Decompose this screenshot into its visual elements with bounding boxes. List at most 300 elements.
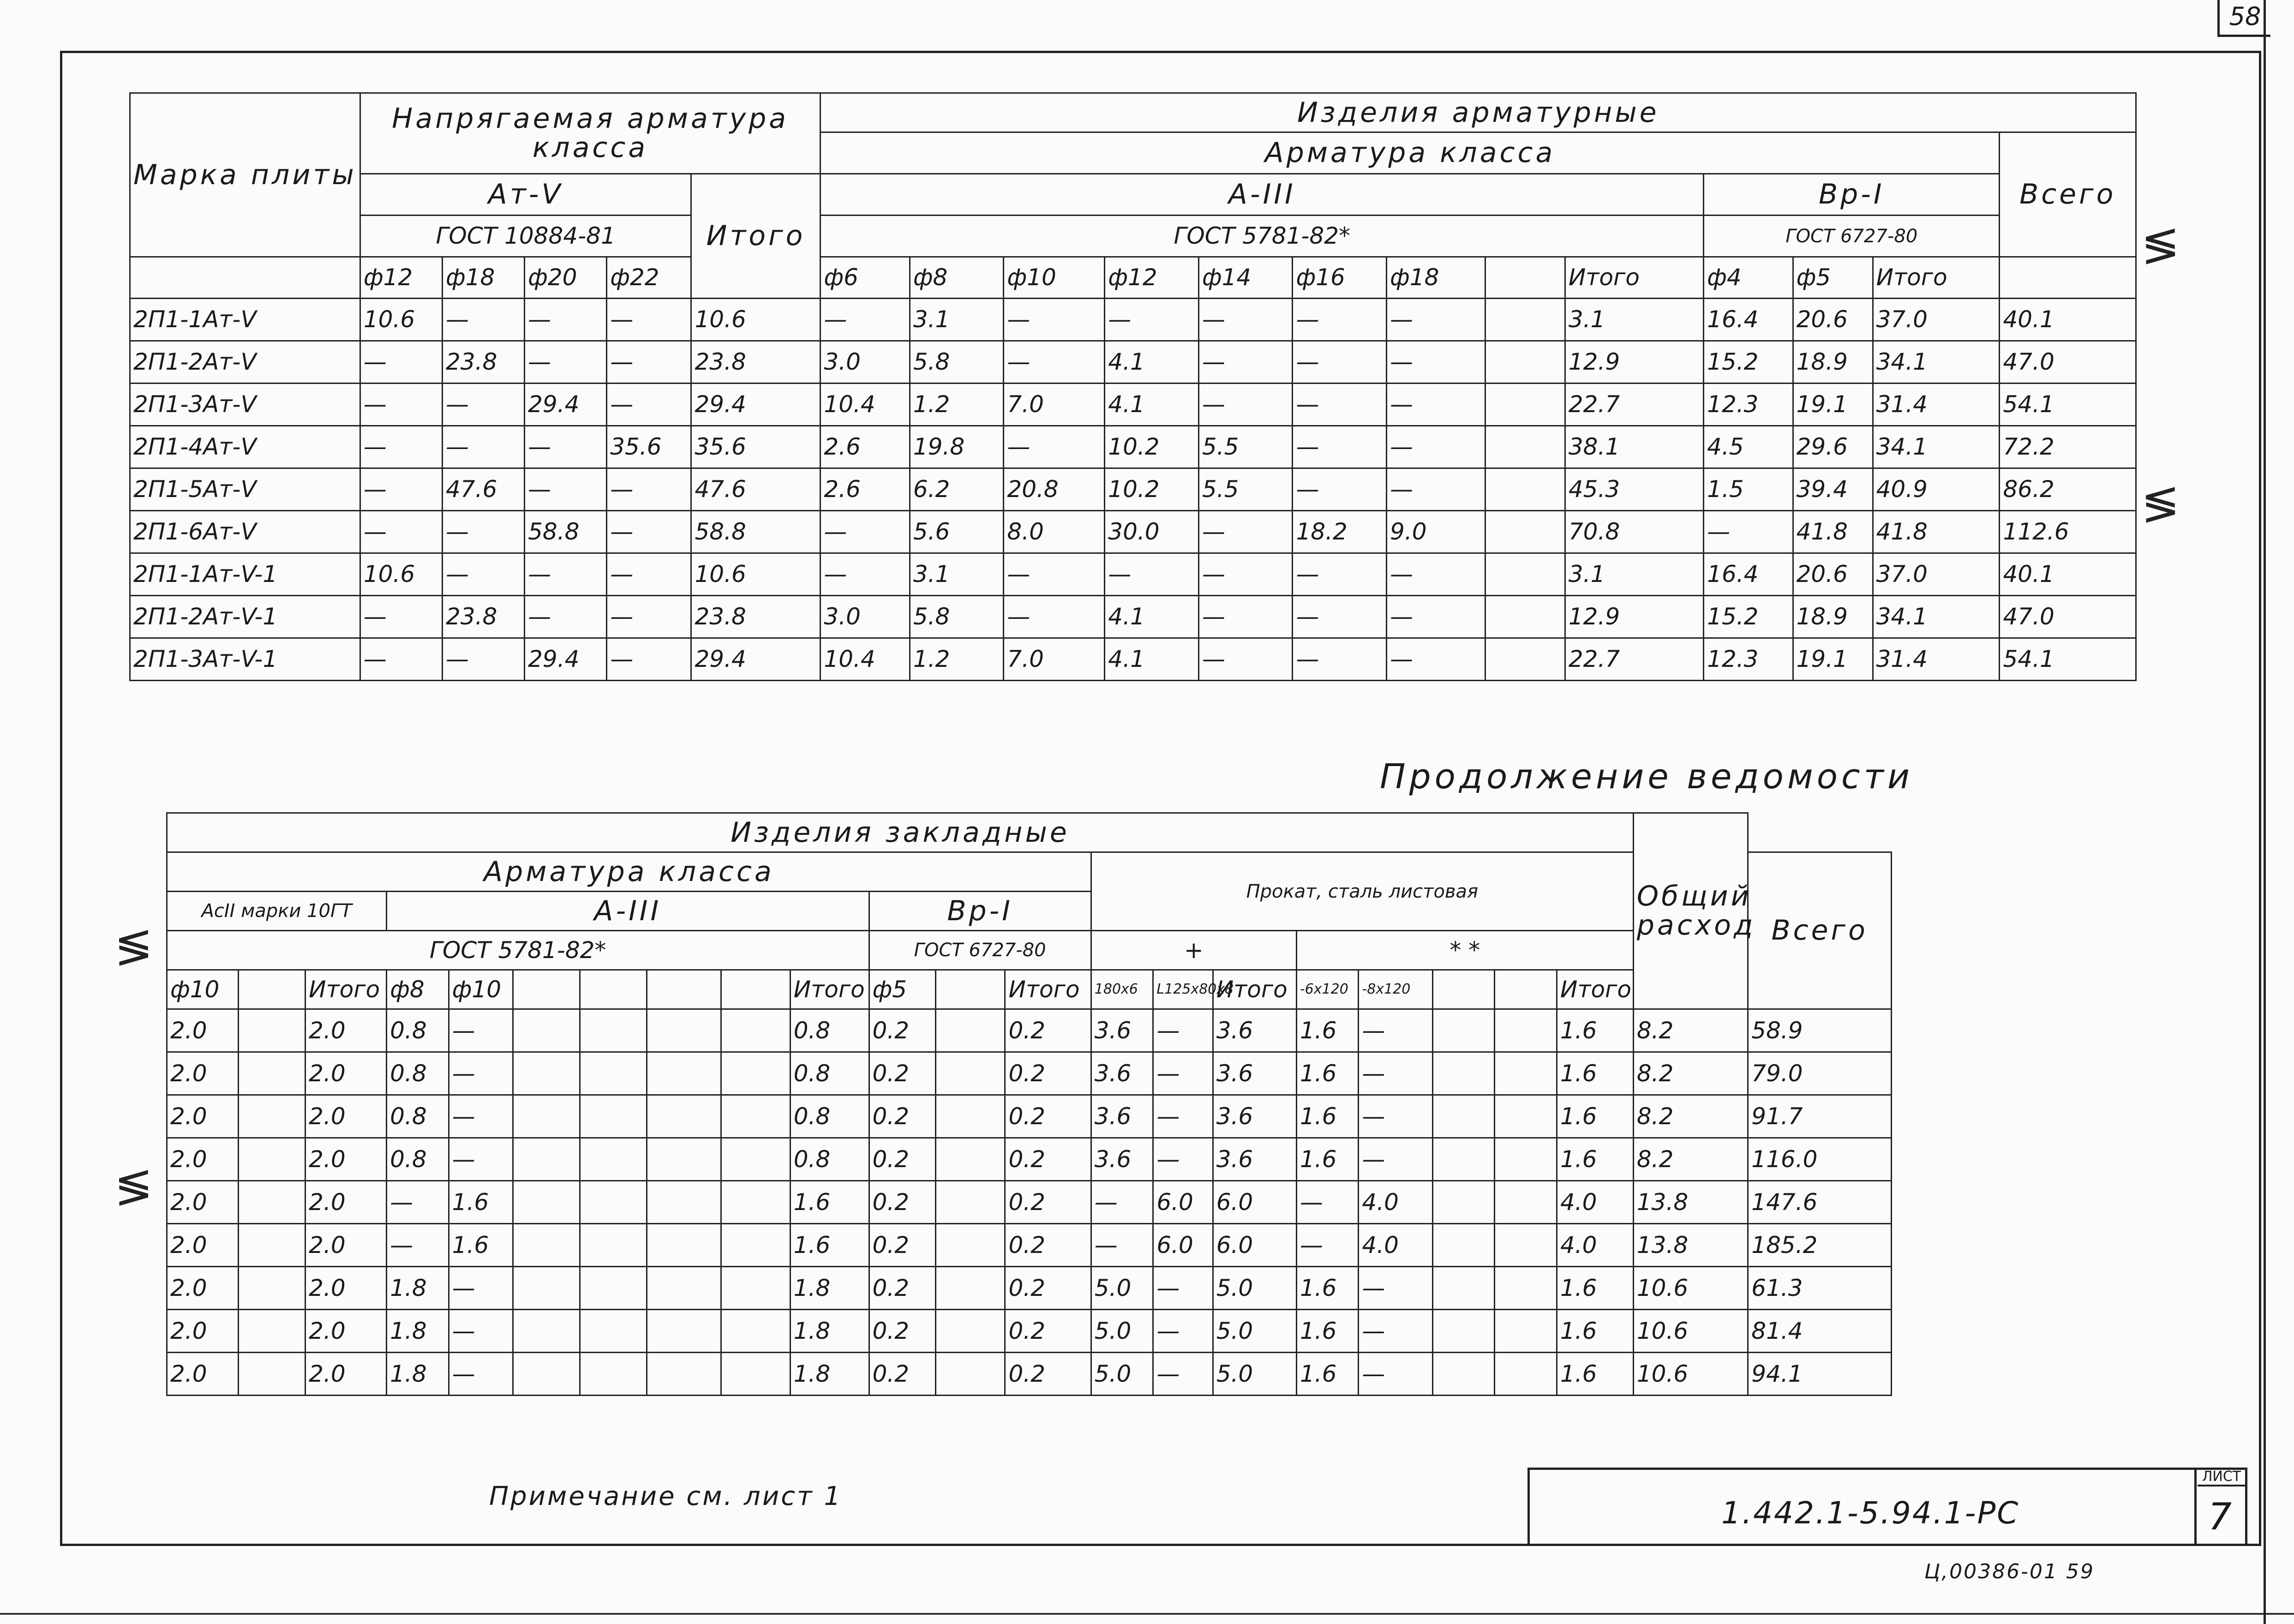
header-armatura-class-2: Арматура класса [167, 852, 1091, 892]
table-cell: 1.8 [387, 1353, 449, 1396]
col-header [580, 970, 647, 1009]
table-cell [239, 1009, 305, 1052]
table-cell [647, 1052, 721, 1095]
table-cell [721, 1224, 790, 1267]
table-cell: 2П1-3Ат-V [130, 384, 360, 426]
header-a3-2: А-III [387, 892, 869, 931]
table-cell: — [1387, 341, 1485, 384]
table-cell: 6.0 [1153, 1224, 1213, 1267]
bottom-edge-line [0, 1613, 2294, 1615]
table-cell [1495, 1138, 1557, 1181]
table-cell: — [1004, 596, 1105, 638]
table-row [167, 1310, 1892, 1353]
table-cell: 3.6 [1091, 1138, 1153, 1181]
table-cell [1495, 1009, 1557, 1052]
table-cell [1432, 1353, 1495, 1396]
table-cell: — [387, 1224, 449, 1267]
table-cell: 72.2 [2000, 426, 2136, 468]
table-row [130, 511, 2136, 553]
table-cell: 0.8 [790, 1138, 869, 1181]
table-cell: — [1293, 553, 1387, 596]
table-cell: — [1387, 299, 1485, 341]
table-cell: 9.0 [1387, 511, 1485, 553]
table-cell: 0.2 [869, 1181, 936, 1224]
table-cell: 34.1 [1873, 596, 2000, 638]
table-cell: 4.0 [1359, 1224, 1432, 1267]
table-cell: 0.2 [869, 1353, 936, 1396]
table-cell: 12.9 [1565, 596, 1703, 638]
table-cell: 5.5 [1198, 426, 1293, 468]
table-cell: 18.9 [1793, 596, 1873, 638]
col-header: ф14 [1198, 257, 1293, 299]
table-cell: 61.3 [1748, 1267, 1892, 1310]
archive-stamp: Ц,00386-01 59 [1924, 1560, 2095, 1583]
table-cell: — [525, 299, 607, 341]
table-cell: — [607, 553, 691, 596]
table-cell: — [821, 511, 910, 553]
table-cell: 13.8 [1633, 1181, 1748, 1224]
table-cell: 1.6 [1296, 1310, 1359, 1353]
table-cell: 22.7 [1565, 384, 1703, 426]
table1-body [130, 93, 2136, 681]
col-header: ф22 [607, 257, 691, 299]
table-cell: 2.0 [167, 1095, 239, 1138]
table-cell: 37.0 [1873, 299, 2000, 341]
table-cell: — [1153, 1267, 1213, 1310]
table-cell: 5.0 [1213, 1353, 1296, 1396]
table-cell [1485, 341, 1565, 384]
table-cell [721, 1310, 790, 1353]
table-cell [513, 1095, 580, 1138]
table-cell: 4.5 [1704, 426, 1793, 468]
col-header [936, 970, 1005, 1009]
table-cell: 79.0 [1748, 1052, 1892, 1095]
table-cell [936, 1052, 1005, 1095]
table-cell: 0.2 [869, 1052, 936, 1095]
table-cell [580, 1138, 647, 1181]
table-cell: 2.0 [167, 1138, 239, 1181]
table-cell: 5.8 [910, 596, 1004, 638]
table-cell: 8.2 [1633, 1009, 1748, 1052]
table-cell: 40.9 [1873, 468, 2000, 511]
table-cell: 81.4 [1748, 1310, 1892, 1353]
table-cell [580, 1353, 647, 1396]
table-cell [647, 1009, 721, 1052]
table-cell: 10.6 [360, 299, 442, 341]
table-cell [1432, 1267, 1495, 1310]
table-cell: 1.6 [1557, 1310, 1633, 1353]
table-cell: 5.8 [910, 341, 1004, 384]
header-products: Изделия арматурные [821, 93, 2136, 132]
table-cell: — [1198, 596, 1293, 638]
table-cell: 1.6 [1296, 1353, 1359, 1396]
table-cell: 16.4 [1704, 553, 1793, 596]
table-cell: 23.8 [691, 596, 821, 638]
table-cell [936, 1224, 1005, 1267]
table-cell [1432, 1095, 1495, 1138]
table-cell: 40.1 [2000, 299, 2136, 341]
table-cell: 10.4 [821, 638, 910, 681]
table-cell [513, 1009, 580, 1052]
table-cell: 12.9 [1565, 341, 1703, 384]
table-cell: — [1153, 1052, 1213, 1095]
table-cell [721, 1353, 790, 1396]
table-cell: — [1091, 1181, 1153, 1224]
brace-mark: ≶ [2141, 217, 2180, 271]
table-cell [1485, 384, 1565, 426]
table-cell [1485, 426, 1565, 468]
table-row [130, 596, 2136, 638]
table-cell: 2П1-2Ат-V-1 [130, 596, 360, 638]
table-cell: — [1387, 638, 1485, 681]
table-cell: 34.1 [1873, 341, 2000, 384]
header-gost2: ГОСТ 5781-82* [821, 216, 1704, 257]
table-cell: — [1091, 1224, 1153, 1267]
table-cell: 0.8 [790, 1095, 869, 1138]
col-header: ф18 [1387, 257, 1485, 299]
table-cell: 29.4 [525, 384, 607, 426]
col-header: ф5 [869, 970, 936, 1009]
table-cell: 4.1 [1105, 384, 1199, 426]
table-cell: 1.6 [1557, 1052, 1633, 1095]
table-cell: 29.4 [691, 638, 821, 681]
table-cell [239, 1353, 305, 1396]
table-cell: 1.6 [1296, 1095, 1359, 1138]
table-cell [721, 1095, 790, 1138]
table-cell: 10.6 [691, 553, 821, 596]
header-blank [130, 257, 360, 299]
table-cell: 37.0 [1873, 553, 2000, 596]
table-cell: 5.0 [1213, 1310, 1296, 1353]
header-gost1: ГОСТ 10884-81 [360, 216, 691, 257]
table-cell: 16.4 [1704, 299, 1793, 341]
table-row [167, 1181, 1892, 1224]
table-cell: 5.0 [1213, 1267, 1296, 1310]
col-header: ф18 [442, 257, 524, 299]
table-cell [239, 1095, 305, 1138]
table-cell: 10.2 [1105, 468, 1199, 511]
table-cell: — [1359, 1052, 1432, 1095]
table-cell: — [821, 553, 910, 596]
header-itogo: Итого [691, 174, 821, 299]
table-row [167, 1052, 1892, 1095]
table-cell: — [449, 1353, 513, 1396]
table-cell [239, 1310, 305, 1353]
table-cell: 3.1 [1565, 553, 1703, 596]
table-cell: — [1293, 384, 1387, 426]
table-cell [513, 1353, 580, 1396]
table-cell: 1.6 [1557, 1009, 1633, 1052]
col-header: L125х80х8 [1153, 970, 1213, 1009]
table-cell: 0.2 [1005, 1138, 1091, 1181]
table-cell: 2.6 [821, 426, 910, 468]
table-row [130, 638, 2136, 681]
table-cell: — [1296, 1181, 1359, 1224]
table-cell [580, 1310, 647, 1353]
table-cell: 3.6 [1213, 1009, 1296, 1052]
table-cell: — [1387, 596, 1485, 638]
col-header: ф12 [1105, 257, 1199, 299]
table-cell: — [1153, 1310, 1213, 1353]
table-cell: 1.6 [1296, 1267, 1359, 1310]
table-cell: 18.2 [1293, 511, 1387, 553]
table-cell: — [525, 341, 607, 384]
table-cell: — [1198, 553, 1293, 596]
header-armatura-class: Арматура класса [821, 132, 2000, 174]
table-cell [1485, 553, 1565, 596]
table-cell [721, 1267, 790, 1310]
header-at5: Ат-V [360, 174, 691, 216]
table-cell: 15.2 [1704, 596, 1793, 638]
table-cell [936, 1310, 1005, 1353]
table-cell: 5.0 [1091, 1353, 1153, 1396]
table-cell: 12.3 [1704, 384, 1793, 426]
header-stars: * * [1296, 931, 1633, 970]
table-cell: 86.2 [2000, 468, 2136, 511]
table-cell: 58.8 [525, 511, 607, 553]
table-cell: 1.6 [1557, 1353, 1633, 1396]
rebar-products-table [129, 92, 2137, 681]
table-cell [1495, 1353, 1557, 1396]
table-cell: 0.2 [1005, 1224, 1091, 1267]
table-cell: 3.1 [910, 553, 1004, 596]
table-cell: 2.0 [305, 1181, 387, 1224]
table-cell: 2П1-6Ат-V [130, 511, 360, 553]
sheet-label: ЛИСТ [2198, 1468, 2246, 1486]
table-cell [1495, 1224, 1557, 1267]
col-header: ф5 [1793, 257, 1873, 299]
table-row [130, 426, 2136, 468]
sheet-corner-number: 58 [2217, 0, 2270, 37]
table-cell: 3.6 [1213, 1138, 1296, 1181]
table-cell: 0.2 [869, 1267, 936, 1310]
table-cell: — [449, 1138, 513, 1181]
table-cell: 54.1 [2000, 384, 2136, 426]
table-cell [1432, 1052, 1495, 1095]
table-cell: 0.2 [1005, 1095, 1091, 1138]
table-cell: — [1293, 299, 1387, 341]
table-cell: — [1198, 384, 1293, 426]
table-cell [513, 1181, 580, 1224]
embedded-products-table [166, 812, 1892, 1396]
table-cell: 4.0 [1557, 1181, 1633, 1224]
table-cell: 2.0 [167, 1267, 239, 1310]
table-cell: 45.3 [1565, 468, 1703, 511]
table-cell: — [607, 341, 691, 384]
table-cell: 1.6 [1557, 1138, 1633, 1181]
header-products-2: Изделия закладные [167, 813, 1634, 852]
table-cell: — [1004, 553, 1105, 596]
table-cell: 0.2 [869, 1310, 936, 1353]
table-cell: 1.2 [910, 638, 1004, 681]
table-cell: 2.0 [305, 1353, 387, 1396]
table-cell: 18.9 [1793, 341, 1873, 384]
table-cell [647, 1267, 721, 1310]
table2-body [167, 813, 1892, 1396]
table-cell: 1.6 [1296, 1052, 1359, 1095]
table-cell: 1.8 [790, 1353, 869, 1396]
table-cell: 2.0 [305, 1009, 387, 1052]
col-header [1495, 970, 1557, 1009]
table-cell: 58.9 [1748, 1009, 1892, 1052]
table1-column-row [130, 257, 2136, 299]
table-cell: 10.6 [1633, 1267, 1748, 1310]
table-cell: 2.0 [305, 1095, 387, 1138]
table-cell: 1.6 [790, 1224, 869, 1267]
table-cell [1432, 1181, 1495, 1224]
table-cell: 0.8 [790, 1009, 869, 1052]
table-cell [513, 1310, 580, 1353]
table-cell: 3.6 [1091, 1095, 1153, 1138]
table-cell: 3.6 [1213, 1095, 1296, 1138]
header-a2: АсII марки 10ГТ [167, 892, 387, 931]
table-cell: 15.2 [1704, 341, 1793, 384]
col-header: ф10 [1004, 257, 1105, 299]
note-text: Примечание см. лист 1 [489, 1481, 843, 1511]
table-row [167, 1267, 1892, 1310]
table-cell: 39.4 [1793, 468, 1873, 511]
table-cell [721, 1138, 790, 1181]
table-cell: — [1198, 341, 1293, 384]
table-cell: — [1359, 1267, 1432, 1310]
header-vsego-2: Всего [1748, 852, 1892, 1009]
table-cell: — [1198, 299, 1293, 341]
table-row [167, 1009, 1892, 1052]
table-cell [1495, 1095, 1557, 1138]
table-cell: — [607, 511, 691, 553]
table-cell: 2.6 [821, 468, 910, 511]
table-cell: — [449, 1009, 513, 1052]
table-cell: — [449, 1267, 513, 1310]
table-cell: 3.6 [1091, 1052, 1153, 1095]
table-cell: 6.0 [1213, 1181, 1296, 1224]
table-cell [513, 1224, 580, 1267]
table-cell: 20.6 [1793, 299, 1873, 341]
table-cell [580, 1052, 647, 1095]
table-cell [239, 1224, 305, 1267]
table-cell [721, 1052, 790, 1095]
table-row [130, 341, 2136, 384]
col-header: Итого [1213, 970, 1296, 1009]
table-cell: 29.4 [525, 638, 607, 681]
table-cell: 5.0 [1091, 1267, 1153, 1310]
table-cell: 19.1 [1793, 638, 1873, 681]
table-cell: 1.8 [387, 1267, 449, 1310]
col-header: Итого [790, 970, 869, 1009]
table-cell: 1.6 [1296, 1009, 1359, 1052]
brace-mark: ≶ [2141, 476, 2180, 530]
table-cell [647, 1095, 721, 1138]
table-cell: — [525, 468, 607, 511]
table-cell: — [442, 638, 524, 681]
table-cell: — [607, 596, 691, 638]
table-cell [1432, 1009, 1495, 1052]
col-header: ф10 [167, 970, 239, 1009]
table-cell [1495, 1267, 1557, 1310]
table-cell: — [449, 1095, 513, 1138]
table-cell: — [1359, 1095, 1432, 1138]
table-cell: 0.2 [1005, 1267, 1091, 1310]
table-cell [239, 1052, 305, 1095]
table-cell: — [1359, 1138, 1432, 1181]
table-cell: — [1153, 1095, 1213, 1138]
table-cell [239, 1181, 305, 1224]
document-number: 1.442.1-5.94.1-РС [1721, 1495, 2020, 1531]
table-cell: 35.6 [607, 426, 691, 468]
table-cell: 0.8 [387, 1138, 449, 1181]
table-cell: 3.1 [910, 299, 1004, 341]
col-header: ф8 [910, 257, 1004, 299]
table-cell: — [525, 596, 607, 638]
table-cell: 40.1 [2000, 553, 2136, 596]
table-cell [1432, 1224, 1495, 1267]
col-header: ф10 [449, 970, 513, 1009]
table-cell [936, 1353, 1005, 1396]
table-cell: 0.2 [869, 1138, 936, 1181]
col-header: ф4 [1704, 257, 1793, 299]
table-cell [1495, 1181, 1557, 1224]
table-cell: — [525, 553, 607, 596]
table-cell: 2.0 [305, 1224, 387, 1267]
col-header [647, 970, 721, 1009]
table-cell: — [449, 1052, 513, 1095]
table-cell: 5.5 [1198, 468, 1293, 511]
table-cell [513, 1138, 580, 1181]
table-cell: 41.8 [1873, 511, 2000, 553]
table-cell: 1.8 [387, 1310, 449, 1353]
table-cell: 1.6 [1557, 1095, 1633, 1138]
table-cell: — [387, 1181, 449, 1224]
table-cell: 23.8 [442, 596, 524, 638]
table-cell: 41.8 [1793, 511, 1873, 553]
table-cell: 8.2 [1633, 1052, 1748, 1095]
table-cell [936, 1181, 1005, 1224]
table-cell: 7.0 [1004, 638, 1105, 681]
table-cell [936, 1267, 1005, 1310]
header-total: Общий расход [1633, 813, 1748, 1009]
table-cell: 22.7 [1565, 638, 1703, 681]
table-cell: 10.4 [821, 384, 910, 426]
table-cell: 20.8 [1004, 468, 1105, 511]
table-cell: 54.1 [2000, 638, 2136, 681]
table-cell [1432, 1310, 1495, 1353]
table-cell: — [1004, 299, 1105, 341]
col-header: ф16 [1293, 257, 1387, 299]
table-cell [580, 1224, 647, 1267]
header-vsego: Всего [2000, 132, 2136, 257]
table-cell [1495, 1052, 1557, 1095]
table-cell: 47.6 [442, 468, 524, 511]
table-cell [1432, 1138, 1495, 1181]
table-cell: 34.1 [1873, 426, 2000, 468]
table-cell: — [1153, 1009, 1213, 1052]
table-cell: — [607, 638, 691, 681]
table-cell: 1.8 [790, 1310, 869, 1353]
table-cell: 0.2 [869, 1009, 936, 1052]
table2-column-row [167, 970, 1892, 1009]
header-bp1: Вр-I [1704, 174, 2000, 216]
table-cell: — [360, 511, 442, 553]
table-cell: 0.8 [387, 1009, 449, 1052]
table-cell: — [607, 468, 691, 511]
table-cell: 1.6 [1296, 1138, 1359, 1181]
table-cell: — [1153, 1138, 1213, 1181]
table-cell: 2П1-4Ат-V [130, 426, 360, 468]
table-cell [513, 1267, 580, 1310]
table-cell: 47.6 [691, 468, 821, 511]
table-cell: 10.6 [1633, 1310, 1748, 1353]
table-cell: 0.2 [1005, 1353, 1091, 1396]
